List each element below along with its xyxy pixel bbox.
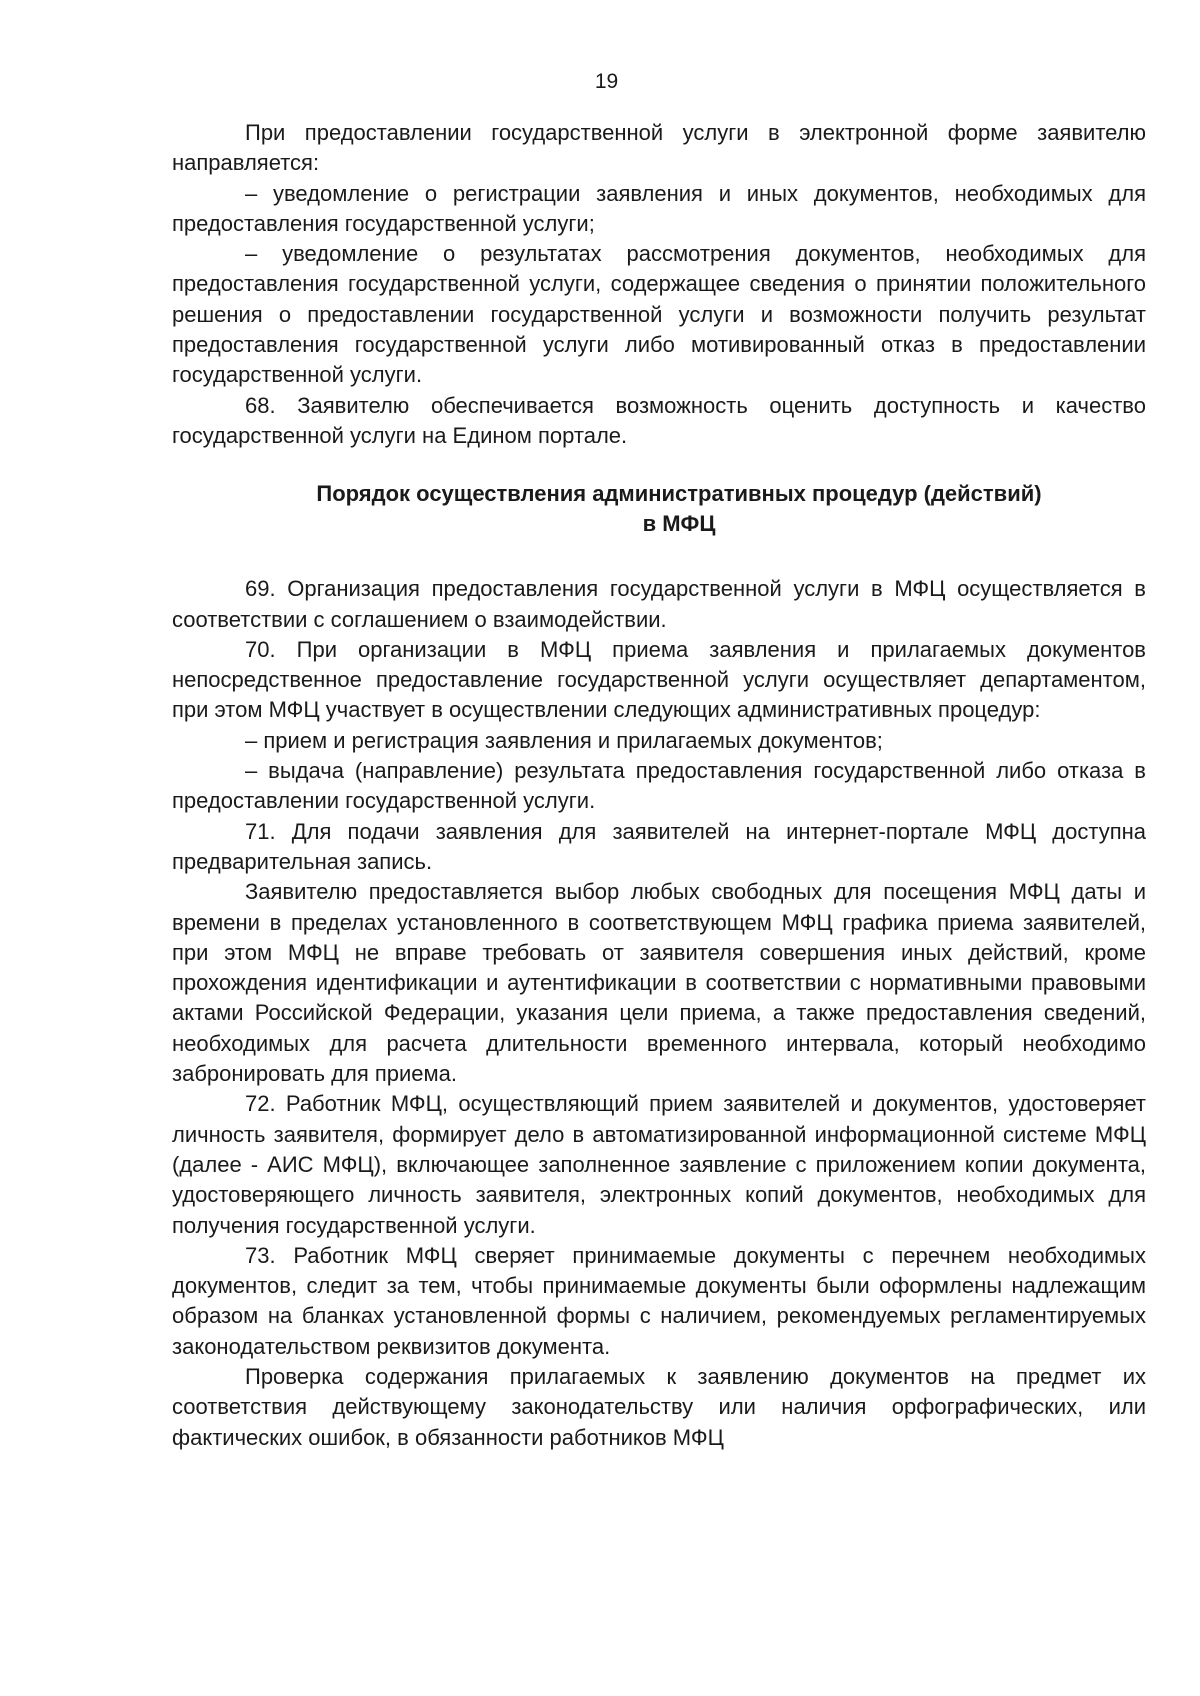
section-heading-line-2: в МФЦ	[642, 511, 716, 537]
document-body	[172, 118, 1146, 1453]
paragraph-electronic-form: При предоставлении государственной услуги в электронной форме заявителю направляется:	[172, 120, 1146, 176]
section-heading-line-1: Порядок осуществления административных процедур (действий)	[316, 481, 1042, 507]
paragraph-72: 72. Работник МФЦ, осуществляющий прием заявителей и документов, удостоверяет личность заявителя, формирует дело в автоматизированной информационной системе МФЦ (далее - АИС МФЦ), включающее заполненное заявление с приложением копии документа, удостоверяющего личность заявителя, электронных копий документов, необходимых для получения государственной услуги.	[172, 1091, 1146, 1238]
list-item-issuance: – выдача (направление) результата предоставления государственной либо отказа в предоставлении государственной услуги.	[172, 758, 1146, 814]
paragraph-73: 73. Работник МФЦ сверяет принимаемые документы с перечнем необходимых документов, следит за тем, чтобы принимаемые документы были оформлены надлежащим образом на бланках установленной формы с наличием, рекомендуемых регламентируемых законодательством реквизитов документа.	[172, 1242, 1146, 1359]
paragraph-68: 68. Заявителю обеспечивается возможность оценить доступность и качество государственной услуги на Едином портале.	[172, 392, 1146, 448]
paragraph-appointment-choice: Заявителю предоставляется выбор любых свободных для посещения МФЦ даты и времени в пределах установленного в соответствующем МФЦ графика приема заявителей, при этом МФЦ не вправе требовать от заявителя совершения иных действий, кроме прохождения идентификации и аутентификации в соответствии с нормативными правовыми актами Российской Федерации, указания цели приема, а также предоставления сведений, необходимых для расчета длительности временного интервала, который необходимо забронировать для приема.	[172, 879, 1146, 1087]
paragraph-review-result-notice: – уведомление о результатах рассмотрения документов, необходимых для предоставления государственной услуги, содержащее сведения о принятии положительного решения о предоставлении государственной услуги и возможности получить результат предоставления государственной услуги либо мотивированный отказ в предоставлении государственной услуги.	[172, 241, 1146, 388]
section-heading	[172, 479, 1146, 539]
page-number: 19	[594, 70, 619, 93]
paragraph-71: 71. Для подачи заявления для заявителей на интернет-портале МФЦ доступна предварительная запись.	[172, 818, 1146, 874]
paragraph-document-check: Проверка содержания прилагаемых к заявлению документов на предмет их соответствия действующему законодательству или наличия орфографических, или фактических ошибок, в обязанности работников МФЦ	[172, 1363, 1146, 1450]
paragraph-registration-notice: – уведомление о регистрации заявления и иных документов, необходимых для предоставления государственной услуги;	[172, 180, 1146, 236]
paragraph-70: 70. При организации в МФЦ приема заявления и прилагаемых документов непосредственное предоставление государственной услуги осуществляет департаментом, при этом МФЦ участвует в осуществлении следующих административных процедур:	[172, 636, 1146, 723]
paragraph-69: 69. Организация предоставления государственной услуги в МФЦ осуществляется в соответствии с соглашением о взаимодействии.	[172, 576, 1146, 632]
list-item-reception: – прием и регистрация заявления и прилагаемых документов;	[245, 727, 883, 753]
